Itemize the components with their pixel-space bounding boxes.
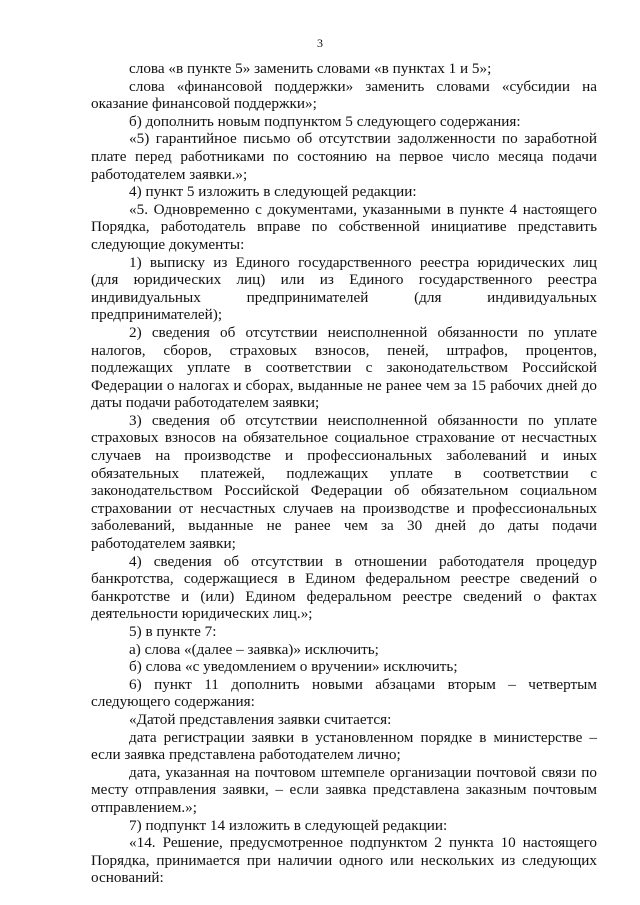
paragraph: «5) гарантийное письмо об отсутствии задолженности по заработной плате перед работниками по состоянию на первое число месяца подачи работодателем заявки.»; [91, 130, 597, 183]
paragraph: дата, указанная на почтовом штемпеле организации почтовой связи по месту отправления заявки, – если заявка представлена заказным почтовым отправлением.»; [91, 763, 597, 816]
paragraph: 3) сведения об отсутствии неисполненной обязанности по уплате страховых взносов на обязательное социальное страхование от несчастных случаев на производстве и профессиональных заболеваний и иных обязательных платежей, подлежащих уплате в соответствии с законодательством Российской Федерации об обязательном социальном страховании от несчастных случаев на производстве и профессиональных заболеваний, выданные не ранее чем за 30 дней до даты подачи работодателем заявки; [91, 411, 597, 553]
paragraph: 7) подпункт 14 изложить в следующей редакции: [129, 816, 448, 834]
paragraph: «14. Решение, предусмотренное подпунктом 2 пункта 10 настоящего Порядка, принимается при наличии одного или нескольких из следующих оснований: [91, 834, 597, 887]
page-number: 3 [317, 36, 323, 50]
paragraph: дата регистрации заявки в установленном порядке в министерстве – если заявка представлена работодателем лично; [91, 728, 597, 764]
paragraph: 6) пункт 11 дополнить новыми абзацами вторым – четвертым следующего содержания: [91, 675, 597, 711]
paragraph: б) слова «с уведомлением о вручении» исключить; [129, 658, 458, 676]
paragraph: «5. Одновременно с документами, указанными в пункте 4 настоящего Порядка, работодатель вправе по собственной инициативе представить следующие документы: [91, 200, 597, 253]
paragraph: 4) сведения об отсутствии в отношении работодателя процедур банкротства, содержащиеся в Едином федеральном реестре сведений о банкротстве и (или) Едином федеральном реестре сведений о фактах деятельности юридических лиц.»; [91, 552, 597, 623]
paragraph: слова «финансовой поддержки» заменить словами «субсидии на оказание финансовой поддержки»; [91, 77, 597, 113]
paragraph: слова «в пункте 5» заменить словами «в пунктах 1 и 5»; [129, 60, 492, 77]
paragraph: а) слова «(далее – заявка)» исключить; [129, 640, 379, 658]
paragraph: 1) выписку из Единого государственного реестра юридических лиц (для юридических лиц) или из Единого государственного реестра индивидуальных предпринимателей (для индивидуальных предпринимателей); [91, 253, 597, 324]
paragraph: 2) сведения об отсутствии неисполненной обязанности по уплате налогов, сборов, страховых взносов, пеней, штрафов, процентов, подлежащих уплате в соответствии с законодательством Российской Федерации о налогах и сборах, выданные не ранее чем за 15 рабочих дней до даты подачи работодателем заявки; [91, 323, 597, 412]
paragraph: 4) пункт 5 изложить в следующей редакции: [129, 183, 417, 201]
paragraph: б) дополнить новым подпунктом 5 следующего содержания: [129, 112, 521, 130]
paragraph: «Датой представления заявки считается: [129, 710, 392, 728]
document-body [91, 60, 597, 887]
paragraph: 5) в пункте 7: [129, 623, 217, 640]
